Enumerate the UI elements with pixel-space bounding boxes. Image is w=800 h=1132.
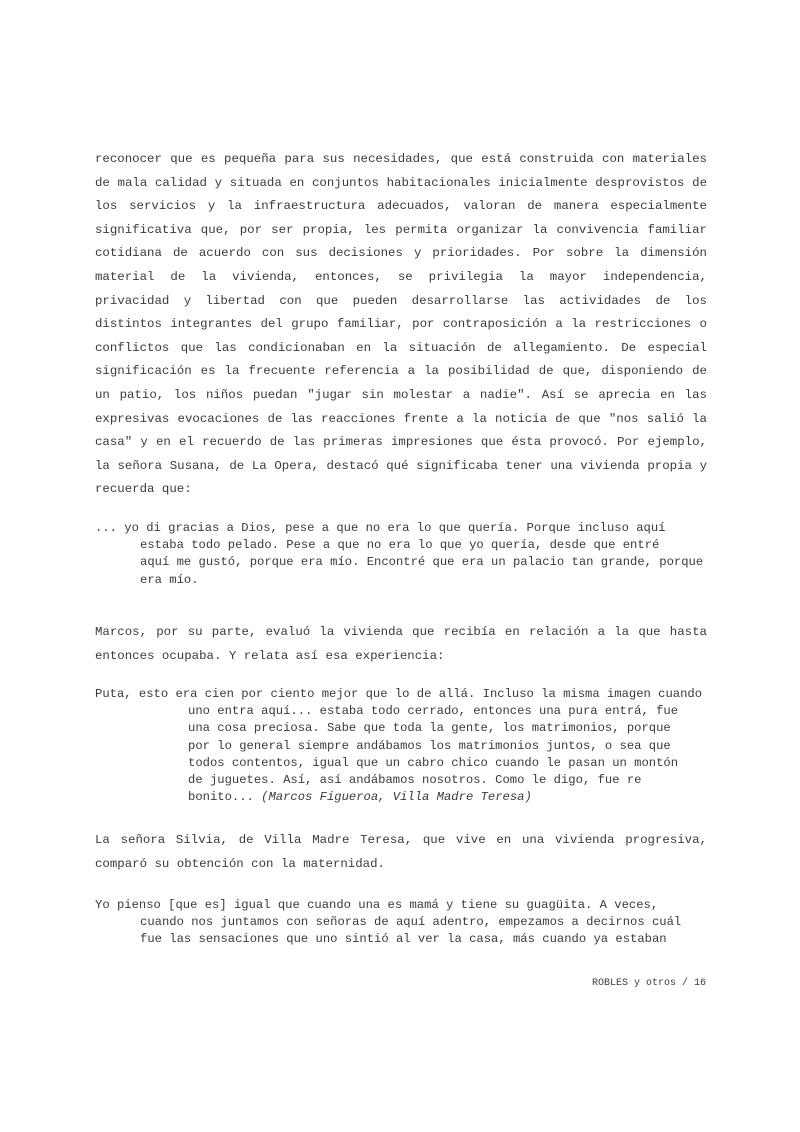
quote-citation: (Marcos Figueroa, Villa Madre Teresa) <box>261 790 532 805</box>
quote-line: Puta, esto era cien por ciento mejor que lo de allá. Incluso la misma imagen cuando <box>95 687 703 701</box>
body-paragraph: Marcos, por su parte, evaluó la vivienda que recibía en relación a la que hasta entonces ocupaba. Y relata así esa experiencia: <box>95 625 707 663</box>
block-quote <box>95 686 702 806</box>
quote-line: cuando nos juntamos con señoras de aquí adentro, empezamos a decirnos cuál <box>140 915 682 930</box>
quote-line: era mío. <box>140 572 199 587</box>
quote-line: ... yo di gracias a Dios, pese a que no era lo que quería. Porque incluso aquí <box>95 521 666 535</box>
quote-line <box>95 789 702 806</box>
body-paragraph: La señora Silvia, de Villa Madre Teresa, que vive en una vivienda progresiva, comparó su obtención con la maternidad. <box>95 833 707 871</box>
quote-line: todos contentos, igual que un cabro chico cuando le pasan un montón <box>188 755 679 770</box>
page-footer: ROBLES y otros / 16 <box>591 978 706 989</box>
quote-line: una cosa preciosa. Sabe que toda la gente, los matrimonios, porque <box>188 721 671 736</box>
block-quote <box>95 897 681 949</box>
quote-line: de juguetes. Así, así andábamos nosotros. Como le digo, fue re <box>188 773 642 788</box>
quote-line: fue las sensaciones que uno sintió al ver la casa, más cuando ya estaban <box>140 932 667 947</box>
body-paragraph: reconocer que es pequeña para sus necesidades, que está construida con materiales de mala calidad y situada en conjuntos habitacionales inicialmente desprovistos de los servicios y la infraestructura adecuados, valoran de manera especialmente significativa que, por ser propia, les permita organizar la convivencia familiar cotidiana de acuerdo con sus decisiones y prioridades. Por sobre la dimensión material de la vivienda, entonces, se privilegia la mayor independencia, privacidad y libertad con que pueden desarrollarse las actividades de los distintos integrantes del grupo familiar, por contraposición a la restricciones o conflictos que las condicionaban en la situación de allegamiento. De especial significación es la frecuente referencia a la posibilidad de que, disponiendo de un patio, los niños puedan "jugar sin molestar a nadie". Así se aprecia en las expresivas evocaciones de las reacciones frente a la noticia de que "nos salió la casa" y en el recuerdo de las primeras impresiones que ésta provocó. Por ejemplo, la señora Susana, de La Opera, destacó qué significaba tener una vivienda propia y recuerda que: <box>95 152 707 497</box>
block-quote <box>95 520 703 589</box>
quote-line: estaba todo pelado. Pese a que no era lo que yo quería, desde que entré <box>140 538 660 553</box>
quote-line-text: bonito... <box>188 790 254 805</box>
quote-line: Yo pienso [que es] igual que cuando una es mamá y tiene su guagüita. A veces, <box>95 898 659 912</box>
quote-line: aquí me gustó, porque era mío. Encontré que era un palacio tan grande, porque <box>140 555 704 570</box>
quote-line: uno entra aquí... estaba todo cerrado, entonces una pura entrá, fue <box>188 704 679 719</box>
quote-line: por lo general siempre andábamos los matrimonios juntos, o sea que <box>188 738 671 753</box>
